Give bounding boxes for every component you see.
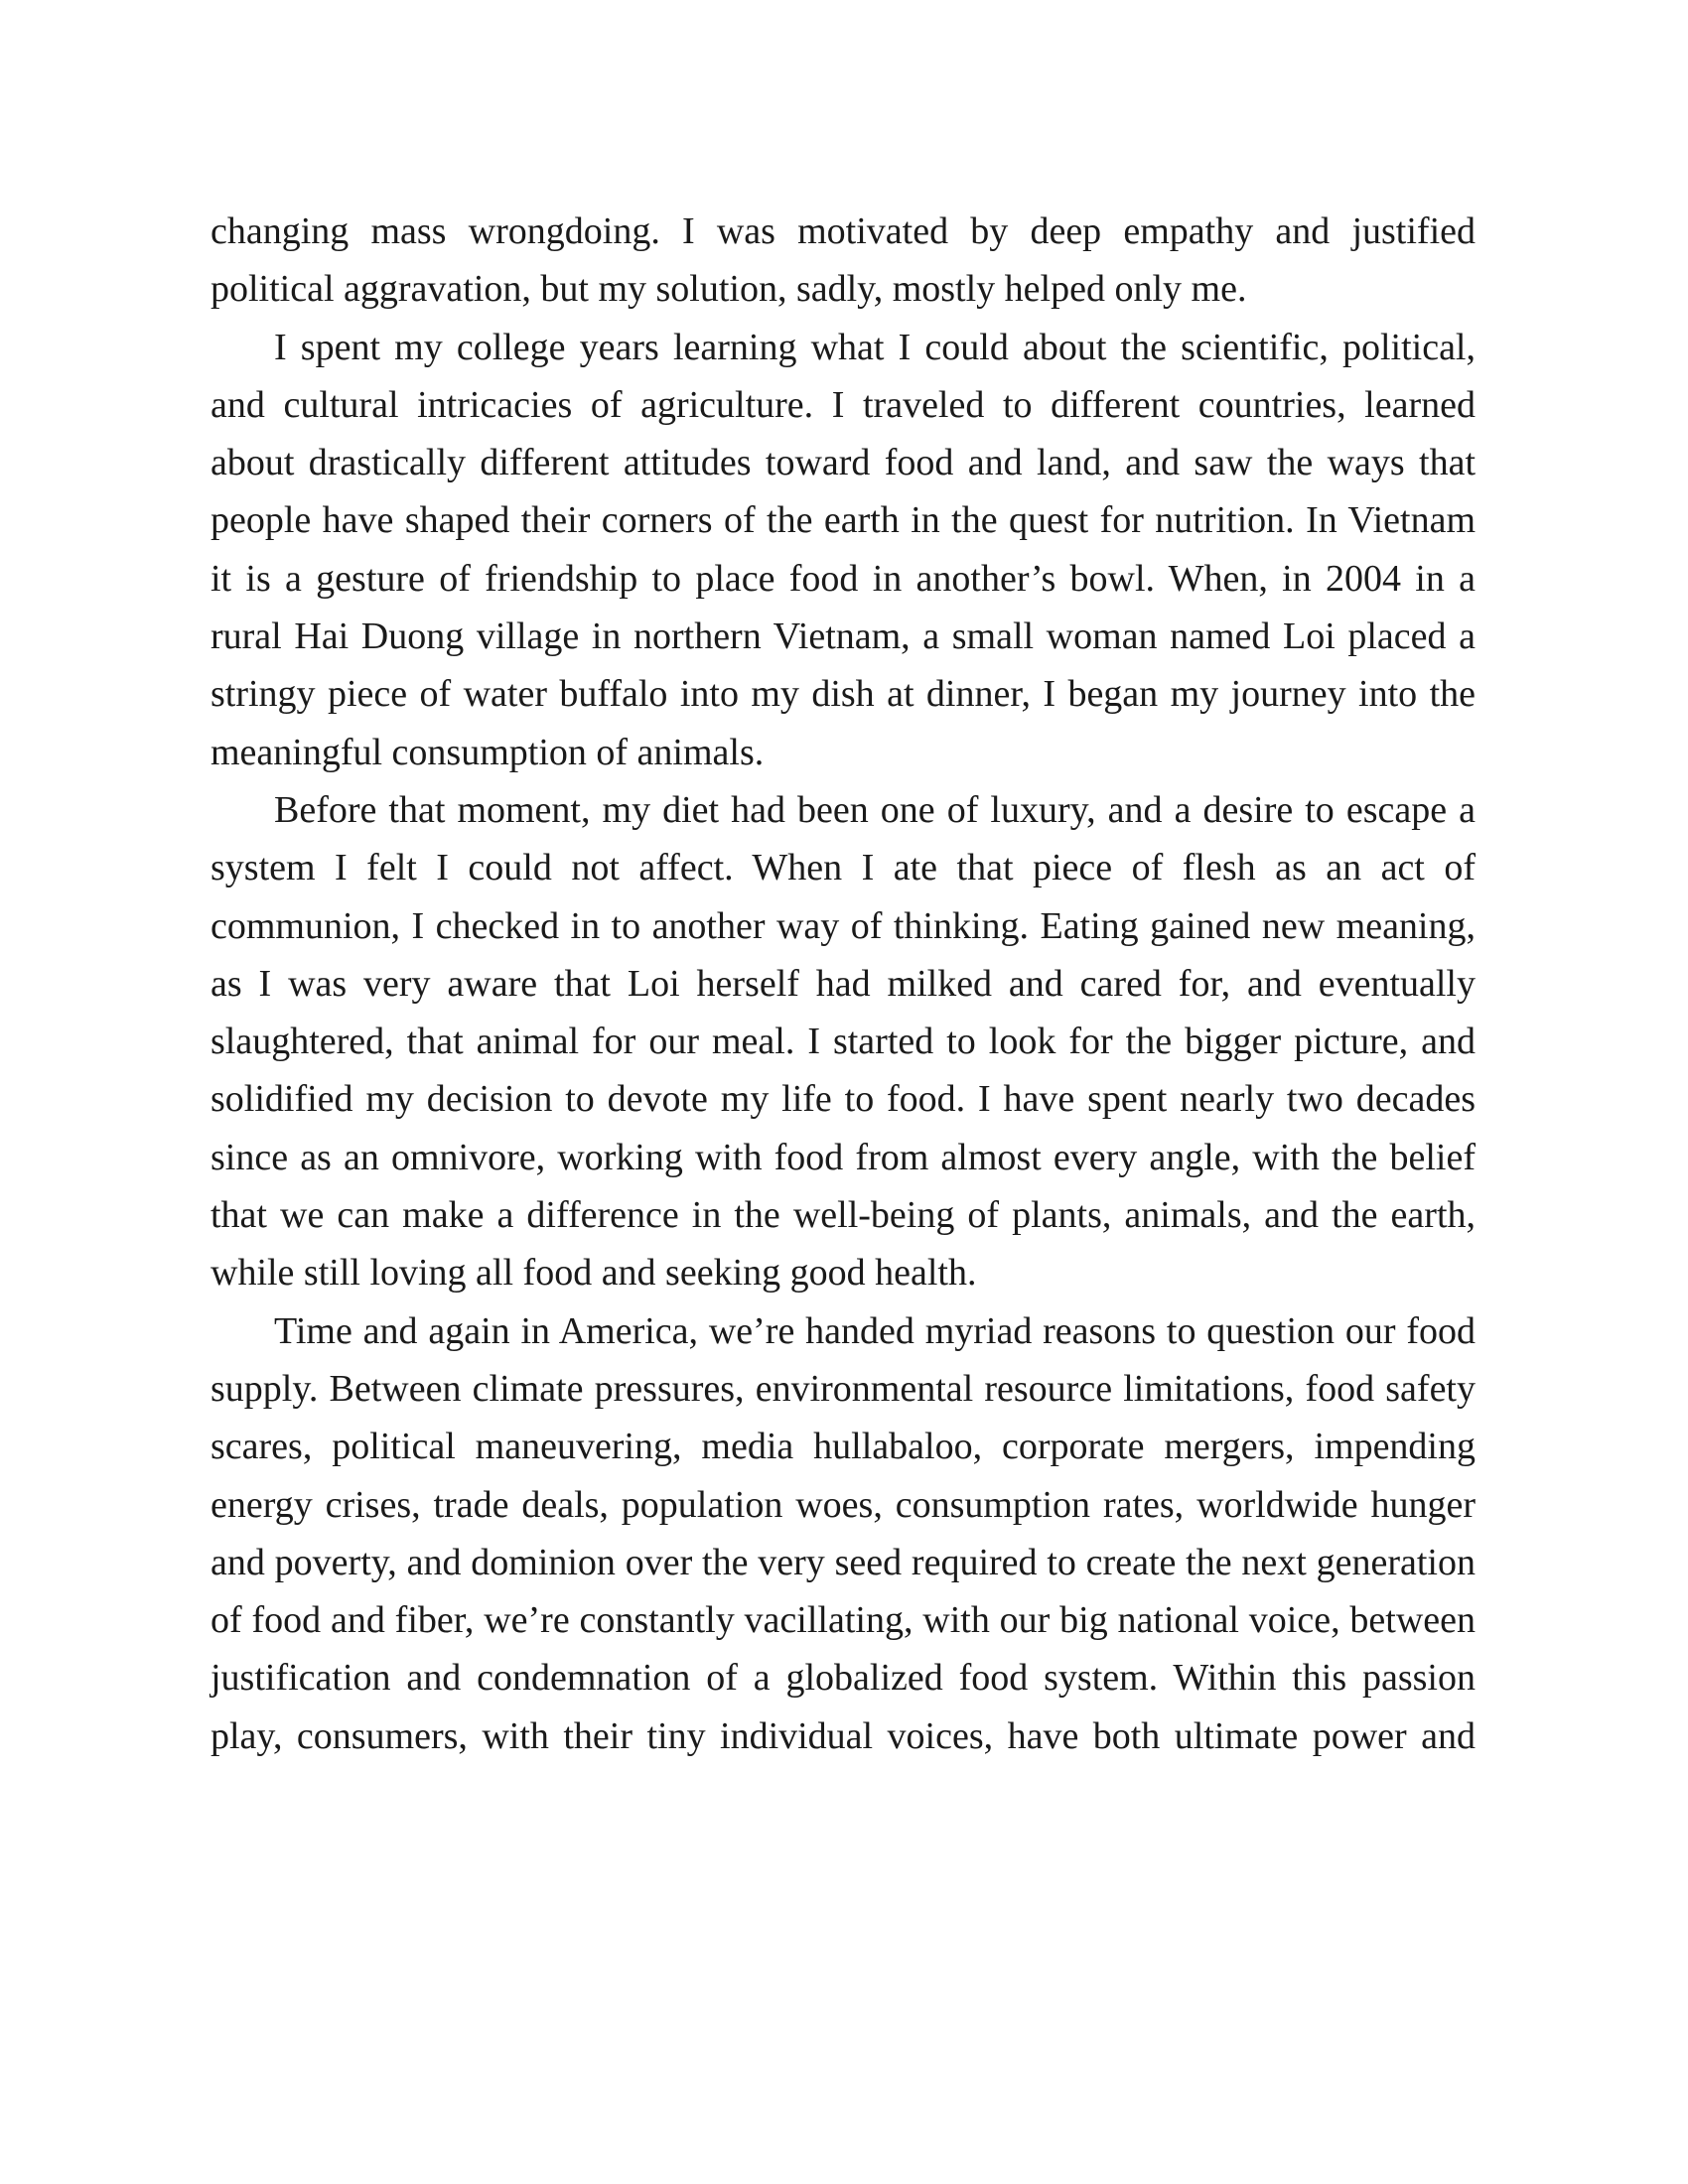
- paragraph-4: Time and again in America, we’re handed myriad reasons to question our food supply. Between climate pressures, environmental resource limitations, food safety scares, political maneuvering, media hullabaloo, corporate mergers, impending energy crises, trade deals, population woes, consumption rates, worldwide hunger and poverty, and dominion over the very seed required to create the next generation of food and fiber, we’re constantly vacillating, with our big national voice, between justification and condemnation of a globalized food system. Within this passion play, consumers, with their tiny individual voices, have both ultimate power and: [211, 1309, 1476, 1757]
- paragraph-3: Before that moment, my diet had been one of luxury, and a desire to escape a system I felt I could not affect. When I ate that piece of flesh as an act of communion, I checked in to another way of thinking. Eating gained new meaning, as I was very aware that Loi herself had milked and cared for, and eventually slaughtered, that animal for our meal. I started to look for the bigger picture, and solidified my decision to devote my life to food. I have spent nearly two decades since as an omnivore, working with food from almost every angle, with the belief that we can make a difference in the well-being of plants, animals, and the earth, while still loving all food and seeking good health.: [211, 788, 1476, 1295]
- paragraph-1: changing mass wrongdoing. I was motivated by deep empathy and justified political aggravation, but my solution, sadly, mostly helped only me.: [211, 210, 1476, 311]
- paragraph-2: I spent my college years learning what I could about the scientific, political, and cultural intricacies of agriculture. I traveled to different countries, learned about drastically different attitudes toward food and land, and saw the ways that people have shaped their corners of the earth in the quest for nutrition. In Vietnam it is a gesture of friendship to place food in another’s bowl. When, in 2004 in a rural Hai Duong village in northern Vietnam, a small woman named Loi placed a stringy piece of water buffalo into my dish at dinner, I began my journey into the meaningful consumption of animals.: [211, 326, 1476, 773]
- page-body: [211, 203, 1476, 1765]
